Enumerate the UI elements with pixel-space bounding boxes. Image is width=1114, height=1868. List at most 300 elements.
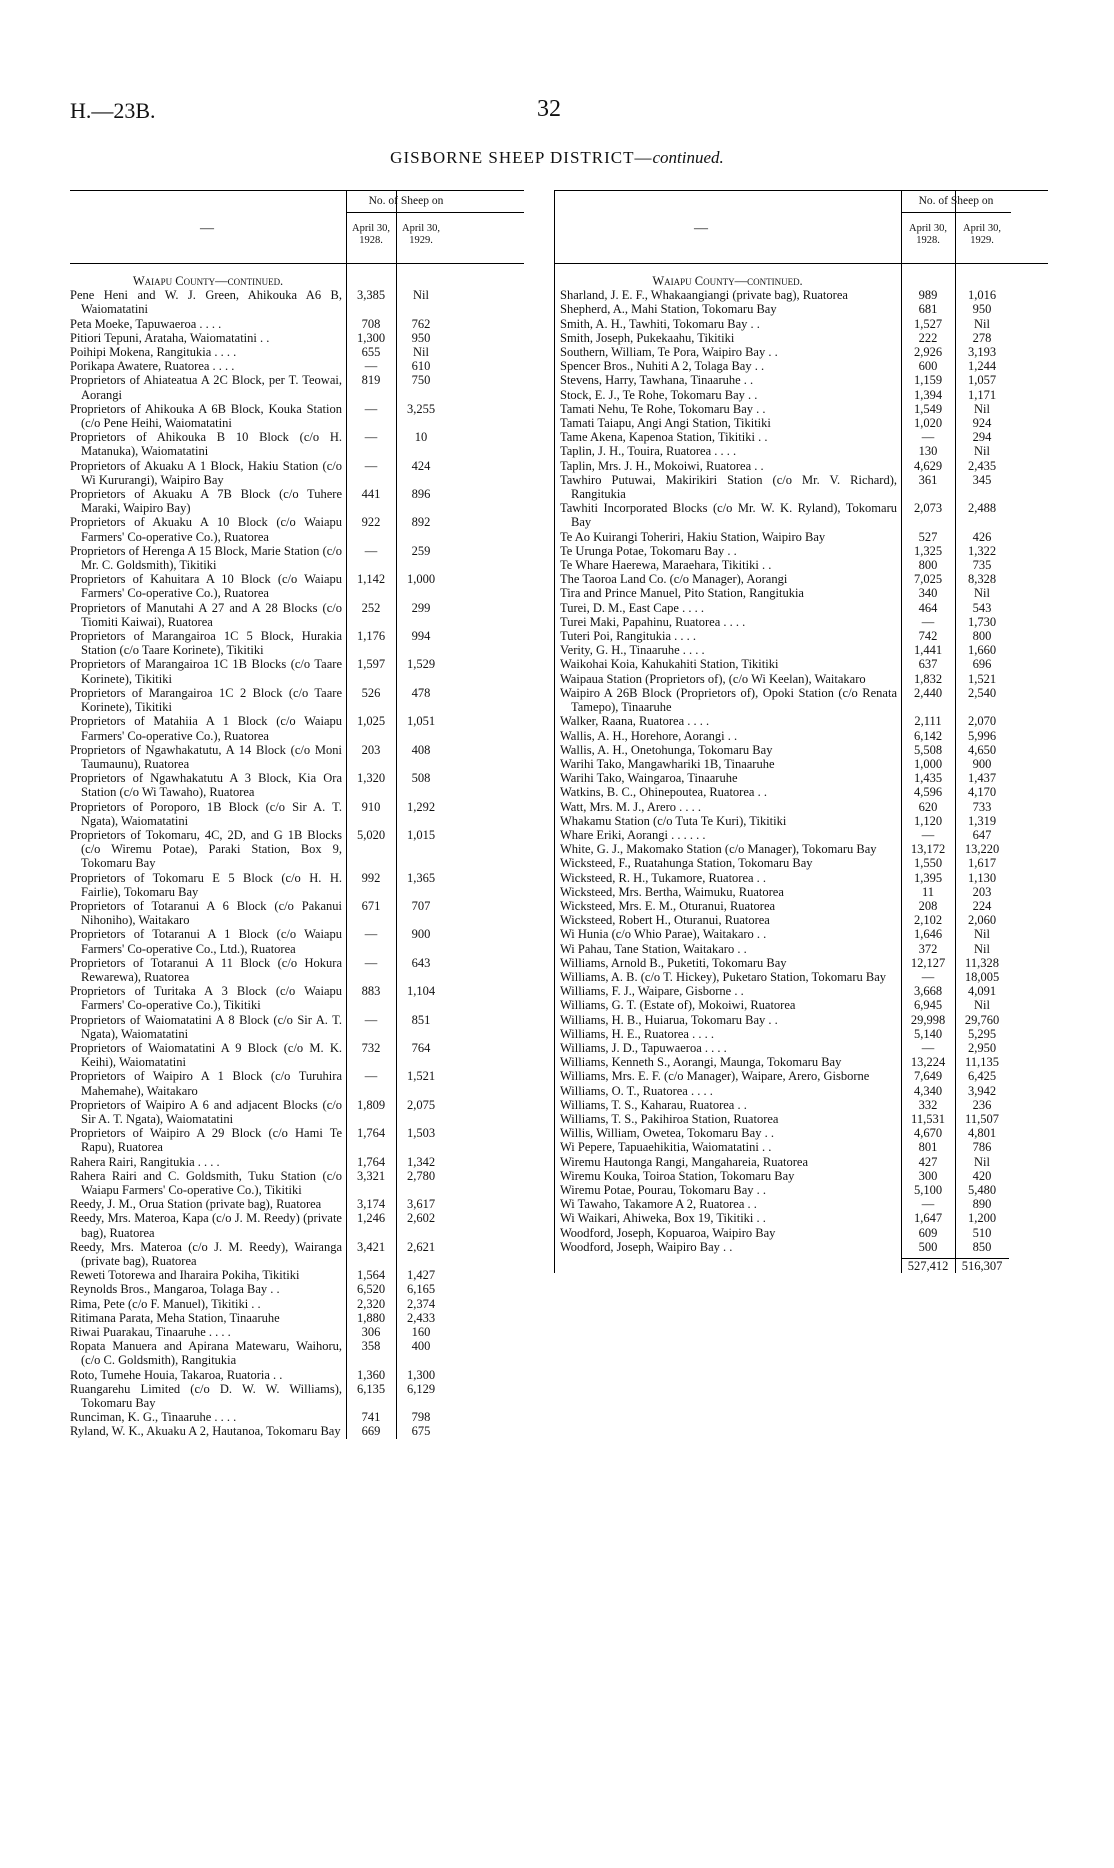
owner-name: Watkins, B. C., Ohinepoutea, Ruatorea . . <box>560 785 767 800</box>
sheep-1929: 1,016 <box>967 288 997 303</box>
sheep-1929: 1,730 <box>967 614 997 629</box>
sheep-1929: 2,435 <box>967 458 997 473</box>
owner-name: Smith, Joseph, Pukekaahu, Tikitiki <box>560 330 735 345</box>
table-row <box>70 1368 524 1382</box>
owner-name: Whakamu Station (c/o Tuta Te Kuri), Tikitiki <box>560 813 787 828</box>
owner-name: Wicksteed, R. H., Tukamore, Ruatorea . . <box>560 870 767 885</box>
owner-name: Williams, G. T. (Estate of), Mokoiwi, Ruatorea <box>560 998 796 1013</box>
owner-name: Woodford, Joseph, Waipiro Bay . . <box>560 1239 733 1254</box>
sheep-1928: 13,172 <box>910 842 946 857</box>
sheep-1928: 11,531 <box>911 1111 945 1126</box>
owner-name: Waipiro A 26B Block (Proprietors of), Opoki Station (c/o Renata Tamepo), Tinaaruhe <box>560 685 897 715</box>
table-row <box>554 345 1048 359</box>
page-number: 32 <box>537 96 561 122</box>
owner-name: The Taoroa Land Co. (c/o Manager), Aorangi <box>560 572 788 587</box>
sheep-1929: 203 <box>972 884 992 899</box>
sheep-1929: 4,801 <box>967 1126 997 1141</box>
owner-name: Williams, F. J., Waipare, Gisborne . . <box>560 984 744 999</box>
table-row <box>70 1098 524 1126</box>
table-row <box>554 956 1048 970</box>
sheep-1928: 609 <box>918 1225 938 1240</box>
table-row <box>70 686 524 714</box>
table-row <box>554 899 1048 913</box>
sheep-1929: 29,760 <box>964 1012 1000 1027</box>
sheep-1929: 890 <box>972 1197 992 1212</box>
sheep-1928: 1,246 <box>356 1211 386 1226</box>
sheep-1928: 741 <box>361 1410 381 1425</box>
sheep-1928: 2,111 <box>914 714 942 729</box>
header-dash: — <box>694 221 708 236</box>
sheep-1929: 10 <box>414 430 428 445</box>
sheep-1929: 420 <box>972 1168 992 1183</box>
owner-name: Whare Eriki, Aorangi . . . . . . <box>560 827 706 842</box>
owner-name: Proprietors of Waipiro A 29 Block (c/o Hami Te Rapu), Ruatorea <box>70 1126 342 1155</box>
sheep-1928: — <box>364 359 378 374</box>
owner-name: Taplin, Mrs. J. H., Mokoiwi, Ruatorea . . <box>560 458 764 473</box>
sheep-1929: 924 <box>972 416 992 431</box>
owner-name: Proprietors of Waiomatatini A 9 Block (c/o M. K. Keihi), Waiomatatini <box>70 1040 342 1070</box>
owner-name: Proprietors of Totaranui A 6 Block (c/o Pakanui Nihoniho), Waitakaro <box>70 898 342 928</box>
sheep-1928: 1,441 <box>913 643 943 658</box>
sheep-1928: 3,668 <box>913 984 943 999</box>
owner-name: Williams, J. D., Tapuwaeroa . . . . <box>560 1040 727 1055</box>
sheep-1928: — <box>921 614 935 629</box>
sheep-1929: 4,170 <box>967 785 997 800</box>
table-row <box>554 1041 1048 1055</box>
table-row <box>70 771 524 799</box>
sheep-1928: 3,421 <box>356 1239 386 1254</box>
sheep-1929: 1,171 <box>967 387 997 402</box>
sheep-1928: 1,527 <box>913 316 943 331</box>
sheep-1928: 6,142 <box>913 728 943 743</box>
owner-name: Tuteri Poi, Rangitukia . . . . <box>560 629 697 644</box>
sheep-1929: 11,135 <box>965 1055 999 1070</box>
sheep-1929: Nil <box>413 288 429 303</box>
sheep-1928: 1,549 <box>913 401 943 416</box>
owner-name: Proprietors of Akuaku A 1 Block, Hakiu Station (c/o Wi Kururangi), Waipiro Bay <box>70 458 342 487</box>
sheep-1929: 786 <box>972 1140 992 1155</box>
table-row <box>70 459 524 487</box>
sheep-1929: 1,292 <box>406 799 436 814</box>
sheep-1929: 278 <box>972 330 992 345</box>
sheep-1929: Nil <box>974 586 990 601</box>
sheep-1929: 762 <box>411 316 431 331</box>
sheep-1928: 637 <box>918 657 938 672</box>
table-row <box>554 885 1048 899</box>
owner-name: Ritimana Parata, Meha Station, Tinaaruhe <box>70 1310 280 1325</box>
sheep-1929: 400 <box>411 1339 431 1354</box>
sheep-1929: 2,070 <box>967 714 997 729</box>
table-row <box>554 629 1048 643</box>
sheep-1929: 1,200 <box>967 1211 997 1226</box>
sheep-1928: 1,020 <box>913 416 943 431</box>
sheep-1928: 203 <box>361 742 381 757</box>
sheep-1929: 1,503 <box>406 1126 436 1141</box>
table-row <box>554 459 1048 473</box>
sheep-1928: 800 <box>918 558 938 573</box>
sheep-1928: 4,340 <box>913 1083 943 1098</box>
table-row <box>554 331 1048 345</box>
table-row <box>554 1013 1048 1027</box>
table-row <box>554 1226 1048 1240</box>
sheep-1928: 3,385 <box>356 288 386 303</box>
table-row <box>70 1339 524 1367</box>
total-1929: 516,307 <box>955 1258 1009 1273</box>
table-row <box>554 871 1048 885</box>
sheep-1928: 1,120 <box>913 813 943 828</box>
sheep-1929: 1,521 <box>967 671 997 686</box>
sheep-1929: 408 <box>411 742 431 757</box>
sheep-1929: 3,617 <box>406 1197 436 1212</box>
sheep-1928: 5,508 <box>913 742 943 757</box>
sheep-1928: 1,320 <box>356 771 386 786</box>
owner-name: Williams, O. T., Ruatorea . . . . <box>560 1083 713 1098</box>
sheep-1929: Nil <box>974 998 990 1013</box>
owner-name: Proprietors of Totaranui A 11 Block (c/o Hokura Rewarewa), Ruatorea <box>70 955 342 984</box>
table-row <box>554 473 1048 501</box>
table-row <box>554 1155 1048 1169</box>
sheep-1928: 2,320 <box>356 1296 386 1311</box>
title-text: GISBORNE SHEEP DISTRICT— <box>390 148 653 167</box>
sheep-1928: 1,597 <box>356 657 386 672</box>
sheep-1928: 3,174 <box>356 1197 386 1212</box>
owner-name: Tawhiti Incorporated Blocks (c/o Mr. W. K. Ryland), Tokomaru Bay <box>560 501 897 530</box>
sheep-1929: 2,433 <box>406 1310 436 1325</box>
owner-name: Proprietors of Marangairoa 1C 2 Block (c/o Taare Korinete), Tikitiki <box>70 685 342 715</box>
table-row <box>554 1169 1048 1183</box>
owner-name: Proprietors of Akuaku A 10 Block (c/o Waiapu Farmers' Co-operative Co.), Ruatorea <box>70 515 342 544</box>
table-row <box>554 686 1048 714</box>
sheep-1929: 1,437 <box>967 771 997 786</box>
sheep-1928: 819 <box>361 373 381 388</box>
sheep-1928: 7,649 <box>913 1069 943 1084</box>
table-row <box>554 1055 1048 1069</box>
sheep-1929: 850 <box>972 1239 992 1254</box>
owner-name: Walker, Raana, Ruatorea . . . . <box>560 714 710 729</box>
owner-name: Proprietors of Kahuitara A 10 Block (c/o Waiapu Farmers' Co-operative Co.), Ruatorea <box>70 572 342 601</box>
owner-name: Proprietors of Waiomatatini A 8 Block (c/o Sir A. T. Ngata), Waiomatatini <box>70 1012 342 1041</box>
owner-name: Taplin, J. H., Touira, Ruatorea . . . . <box>560 444 737 459</box>
owner-name: Shepherd, A., Mahi Station, Tokomaru Bay <box>560 302 777 317</box>
sheep-1929: 707 <box>411 898 431 913</box>
sheep-1928: 2,440 <box>913 685 943 700</box>
table-row <box>70 430 524 458</box>
sheep-1929: 1,300 <box>406 1367 436 1382</box>
sheep-1929: 735 <box>972 558 992 573</box>
owner-name: Reedy, Mrs. Materoa (c/o J. M. Reedy), Wairanga (private bag), Ruatorea <box>70 1239 342 1269</box>
owner-name: Williams, H. E., Ruatorea . . . . <box>560 1026 714 1041</box>
table-row <box>70 1311 524 1325</box>
sheep-1929: 2,602 <box>406 1211 436 1226</box>
table-row <box>70 1041 524 1069</box>
owner-name: Proprietors of Akuaku A 7B Block (c/o Tuhere Maraki, Waipiro Bay) <box>70 487 342 516</box>
table-row <box>554 1112 1048 1126</box>
owner-name: Wiremu Potae, Pourau, Tokomaru Bay . . <box>560 1183 766 1197</box>
sheep-1928: — <box>921 1040 935 1055</box>
table-row <box>70 984 524 1012</box>
sheep-1928: 671 <box>361 898 381 913</box>
owner-name: Rahera Rairi, Rangitukia . . . . <box>70 1154 220 1169</box>
sheep-1929: 1,057 <box>967 373 997 388</box>
table-row <box>554 501 1048 529</box>
owner-name: Proprietors of Tokomaru, 4C, 2D, and G 1B Blocks (c/o Wiremu Potae), Paraki Station, Box 9, Tokomaru Bay <box>70 827 342 871</box>
table-row <box>554 714 1048 728</box>
table-row <box>70 871 524 899</box>
sheep-1928: — <box>364 458 378 473</box>
header-col2: April 30, 1929. <box>963 223 1001 246</box>
table-row <box>70 572 524 600</box>
sheep-1929: 236 <box>972 1097 992 1112</box>
sheep-1928: 7,025 <box>913 572 943 587</box>
table-row <box>70 899 524 927</box>
sheep-1928: 1,395 <box>913 870 943 885</box>
sheep-1929: 299 <box>411 600 431 615</box>
table-row <box>70 800 524 828</box>
owner-name: Tawhiro Putuwai, Makirikiri Station (c/o Mr. V. Richard), Rangitukia <box>560 472 897 502</box>
header-group: No. of Sheep on <box>368 195 444 207</box>
table-row <box>554 913 1048 927</box>
table-row <box>70 515 524 543</box>
table-row <box>70 373 524 401</box>
table-row <box>554 530 1048 544</box>
sheep-1929: 5,295 <box>967 1026 997 1041</box>
owner-name: Proprietors of Matahiia A 1 Block (c/o Waiapu Farmers' Co-operative Co.), Ruatorea <box>70 714 342 743</box>
sheep-1928: 1,809 <box>356 1097 386 1112</box>
owner-name: Te Whare Haerewa, Maraehara, Tikitiki . . <box>560 558 772 573</box>
sheep-1929: 643 <box>411 955 431 970</box>
owner-name: Rima, Pete (c/o F. Manuel), Tikitiki . . <box>70 1296 261 1311</box>
table-row <box>70 1297 524 1311</box>
sheep-1929: 2,075 <box>406 1097 436 1112</box>
sheep-1929: 2,060 <box>967 913 997 928</box>
sheep-1929: 950 <box>972 302 992 317</box>
sheep-1929: 6,425 <box>967 1069 997 1084</box>
sheep-1929: 4,650 <box>967 742 997 757</box>
total-1928: 527,412 <box>901 1258 955 1273</box>
table-row <box>554 615 1048 629</box>
owner-name: Spencer Bros., Nuhiti A 2, Tolaga Bay . . <box>560 359 765 374</box>
sheep-1928: — <box>921 1197 935 1212</box>
page-ref: H.—23B. <box>70 98 156 123</box>
right-table-header <box>554 190 1048 264</box>
table-row <box>554 984 1048 998</box>
table-row <box>70 1410 524 1424</box>
sheep-1928: 1,300 <box>356 330 386 345</box>
sheep-1929: Nil <box>413 345 429 360</box>
sheep-1929: 543 <box>972 600 992 615</box>
sheep-1929: 696 <box>972 657 992 672</box>
sheep-1928: 4,670 <box>913 1126 943 1141</box>
sheep-1928: 300 <box>918 1168 938 1183</box>
sheep-1928: 500 <box>918 1239 938 1254</box>
table-row <box>70 1268 524 1282</box>
table-row <box>70 1013 524 1041</box>
sheep-1929: Nil <box>974 941 990 956</box>
sheep-1929: 610 <box>411 359 431 374</box>
sheep-1928: 1,025 <box>356 714 386 729</box>
table-row <box>554 430 1048 444</box>
sheep-1928: 222 <box>918 330 938 345</box>
sheep-1928: 1,176 <box>356 629 386 644</box>
sheep-1929: 1,104 <box>406 984 436 999</box>
sheep-1929: 950 <box>411 330 431 345</box>
table-row <box>554 373 1048 387</box>
header-group: No. of Sheep on <box>918 195 994 207</box>
table-row <box>554 1183 1048 1197</box>
sheep-1928: 4,629 <box>913 458 943 473</box>
sheep-1928: 358 <box>361 1339 381 1354</box>
table-row <box>70 956 524 984</box>
sheep-1928: 742 <box>918 629 938 644</box>
sheep-1929: 424 <box>411 458 431 473</box>
sheep-1928: — <box>921 969 935 984</box>
sheep-1929: Nil <box>974 1154 990 1169</box>
sheep-1929: 1,322 <box>967 543 997 558</box>
owner-name: Wiremu Kouka, Toiroa Station, Tokomaru Bay <box>560 1168 795 1183</box>
sheep-1929: 1,015 <box>406 827 436 842</box>
owner-name: Williams, H. B., Huiarua, Tokomaru Bay . . <box>560 1012 778 1027</box>
owner-name: Williams, Kenneth S., Aorangi, Maunga, Tokomaru Bay <box>560 1055 842 1070</box>
table-row <box>70 714 524 742</box>
owner-name: Ropata Manuera and Apirana Matewaru, Waihoru, (c/o C. Goldsmith), Rangitukia <box>70 1339 342 1368</box>
owner-name: Proprietors of Waipiro A 6 and adjacent Blocks (c/o Sir A. T. Ngata), Waiomatatini <box>70 1097 342 1126</box>
sheep-1928: 732 <box>361 1040 381 1055</box>
sheep-1929: 1,130 <box>967 870 997 885</box>
table-row <box>554 444 1048 458</box>
sheep-1928: 526 <box>361 685 381 700</box>
owner-name: Riwai Puarakau, Tinaaruhe . . . . <box>70 1325 231 1340</box>
sheep-1928: 29,998 <box>910 1012 946 1027</box>
sheep-1928: 1,550 <box>913 856 943 871</box>
owner-name: Woodford, Joseph, Kopuaroa, Waipiro Bay <box>560 1225 776 1240</box>
sheep-1928: 3,321 <box>356 1168 386 1183</box>
owner-name: Ryland, W. K., Akuaku A 2, Hautanoa, Tokomaru Bay <box>70 1424 341 1439</box>
table-row <box>554 1211 1048 1225</box>
sheep-1929: 2,374 <box>406 1296 436 1311</box>
owner-name: Peta Moeke, Tapuwaeroa . . . . <box>70 316 222 331</box>
owner-name: Williams, Arnold B., Puketiti, Tokomaru Bay <box>560 955 787 970</box>
table-row <box>554 785 1048 799</box>
owner-name: Smith, A. H., Tawhiti, Tokomaru Bay . . <box>560 316 760 331</box>
sheep-1929: 5,996 <box>967 728 997 743</box>
sheep-1928: 11 <box>921 884 935 899</box>
sheep-1929: 478 <box>411 685 431 700</box>
sheep-1928: 1,000 <box>913 756 943 771</box>
owner-name: Waipaua Station (Proprietors of), (c/o Wi Keelan), Waitakaro <box>560 671 866 686</box>
sheep-1929: 1,365 <box>406 870 436 885</box>
total-row <box>554 1258 1048 1273</box>
owner-name: Wi Pepere, Tapuaehikitia, Waiomatatini . . <box>560 1140 772 1155</box>
sheep-1929: 18,005 <box>964 969 1000 984</box>
sheep-1928: 1,435 <box>913 771 943 786</box>
table-row <box>70 629 524 657</box>
sheep-1928: 4,596 <box>913 785 943 800</box>
sheep-1928: 1,325 <box>913 543 943 558</box>
sheep-1929: Nil <box>974 444 990 459</box>
table-row <box>70 1282 524 1296</box>
sheep-1929: 3,942 <box>967 1083 997 1098</box>
owner-name: Reedy, Mrs. Materoa, Kapa (c/o J. M. Reedy) (private bag), Ruatorea <box>70 1211 342 1240</box>
owner-name: Sharland, J. E. F., Whakaangiangi (private bag), Ruatorea <box>560 288 848 303</box>
sheep-1928: 883 <box>361 984 381 999</box>
sheep-1929: 1,051 <box>406 714 436 729</box>
owner-name: Proprietors of Marangairoa 1C 1B Blocks (c/o Taare Korinete), Tikitiki <box>70 657 342 686</box>
sheep-1928: — <box>364 927 378 942</box>
owner-name: Williams, Mrs. E. F. (c/o Manager), Waipare, Arero, Gisborne <box>560 1069 870 1084</box>
left-table-body <box>70 264 524 1439</box>
table-row <box>554 1098 1048 1112</box>
table-row <box>554 1240 1048 1254</box>
table-row <box>70 1424 524 1438</box>
sheep-1929: 900 <box>972 756 992 771</box>
sheep-1928: — <box>364 1012 378 1027</box>
sheep-1928: 130 <box>918 444 938 459</box>
table-row <box>554 416 1048 430</box>
owner-name: Warihi Tako, Mangawhariki 1B, Tinaaruhe <box>560 756 775 771</box>
sheep-1928: 6,945 <box>913 998 943 1013</box>
sheep-1929: 2,621 <box>406 1239 436 1254</box>
owner-name: Warihi Tako, Waingaroa, Tinaaruhe <box>560 771 738 786</box>
sheep-1929: 1,617 <box>967 856 997 871</box>
owner-name: Proprietors of Manutahi A 27 and A 28 Blocks (c/o Tiomiti Kaiwai), Ruatorea <box>70 600 342 629</box>
table-row <box>70 601 524 629</box>
table-row <box>70 1126 524 1154</box>
table-row <box>554 544 1048 558</box>
table-row <box>554 757 1048 771</box>
sheep-1929: 2,488 <box>967 501 997 516</box>
sheep-1928: 332 <box>918 1097 938 1112</box>
sheep-1928: 1,142 <box>356 572 386 587</box>
owner-name: Proprietors of Ahikouka B 10 Block (c/o H. Matanuka), Waiomatatini <box>70 430 342 459</box>
sheep-1929: 1,342 <box>406 1154 436 1169</box>
header-col1: April 30, 1928. <box>352 223 390 246</box>
sheep-1929: 1,521 <box>406 1069 436 1084</box>
sheep-1928: 1,880 <box>356 1310 386 1325</box>
owner-name: Reedy, J. M., Orua Station (private bag), Ruatorea <box>70 1197 322 1212</box>
sheep-1929: Nil <box>974 316 990 331</box>
sheep-1928: 910 <box>361 799 381 814</box>
sheep-1928: — <box>364 401 378 416</box>
sheep-1929: 13,220 <box>964 842 1000 857</box>
table-row <box>70 1240 524 1268</box>
owner-name: Waikohai Koia, Kahukahiti Station, Tikitiki <box>560 657 779 672</box>
title-suffix: continued. <box>652 148 724 167</box>
sheep-1928: 1,360 <box>356 1367 386 1382</box>
sheep-1928: 708 <box>361 316 381 331</box>
sheep-1928: — <box>364 1069 378 1084</box>
sheep-1929: 1,427 <box>406 1268 436 1283</box>
sheep-1929: 896 <box>411 487 431 502</box>
county-heading: Waiapu County—continued. <box>132 274 284 288</box>
sheep-1929: 800 <box>972 629 992 644</box>
sheep-1929: 851 <box>411 1012 431 1027</box>
owner-name: Ruangarehu Limited (c/o D. W. W. Williams), Tokomaru Bay <box>70 1381 342 1411</box>
sheep-1928: 1,159 <box>913 373 943 388</box>
sheep-1928: 527 <box>918 529 938 544</box>
table-row <box>554 856 1048 870</box>
sheep-1928: 208 <box>918 898 938 913</box>
owner-name: Proprietors of Tokomaru E 5 Block (c/o H. H. Fairlie), Tokomaru Bay <box>70 870 342 899</box>
table-row <box>554 302 1048 316</box>
table-row <box>70 487 524 515</box>
table-row <box>554 288 1048 302</box>
table-row <box>554 729 1048 743</box>
table-row <box>554 771 1048 785</box>
right-table <box>554 190 1048 1273</box>
sheep-1928: 669 <box>361 1424 381 1439</box>
sheep-1928: 12,127 <box>910 955 946 970</box>
owner-name: Rahera Rairi and C. Goldsmith, Tuku Station (c/o Waiapu Farmers' Co-operative Co.), Tikitiki <box>70 1168 342 1197</box>
